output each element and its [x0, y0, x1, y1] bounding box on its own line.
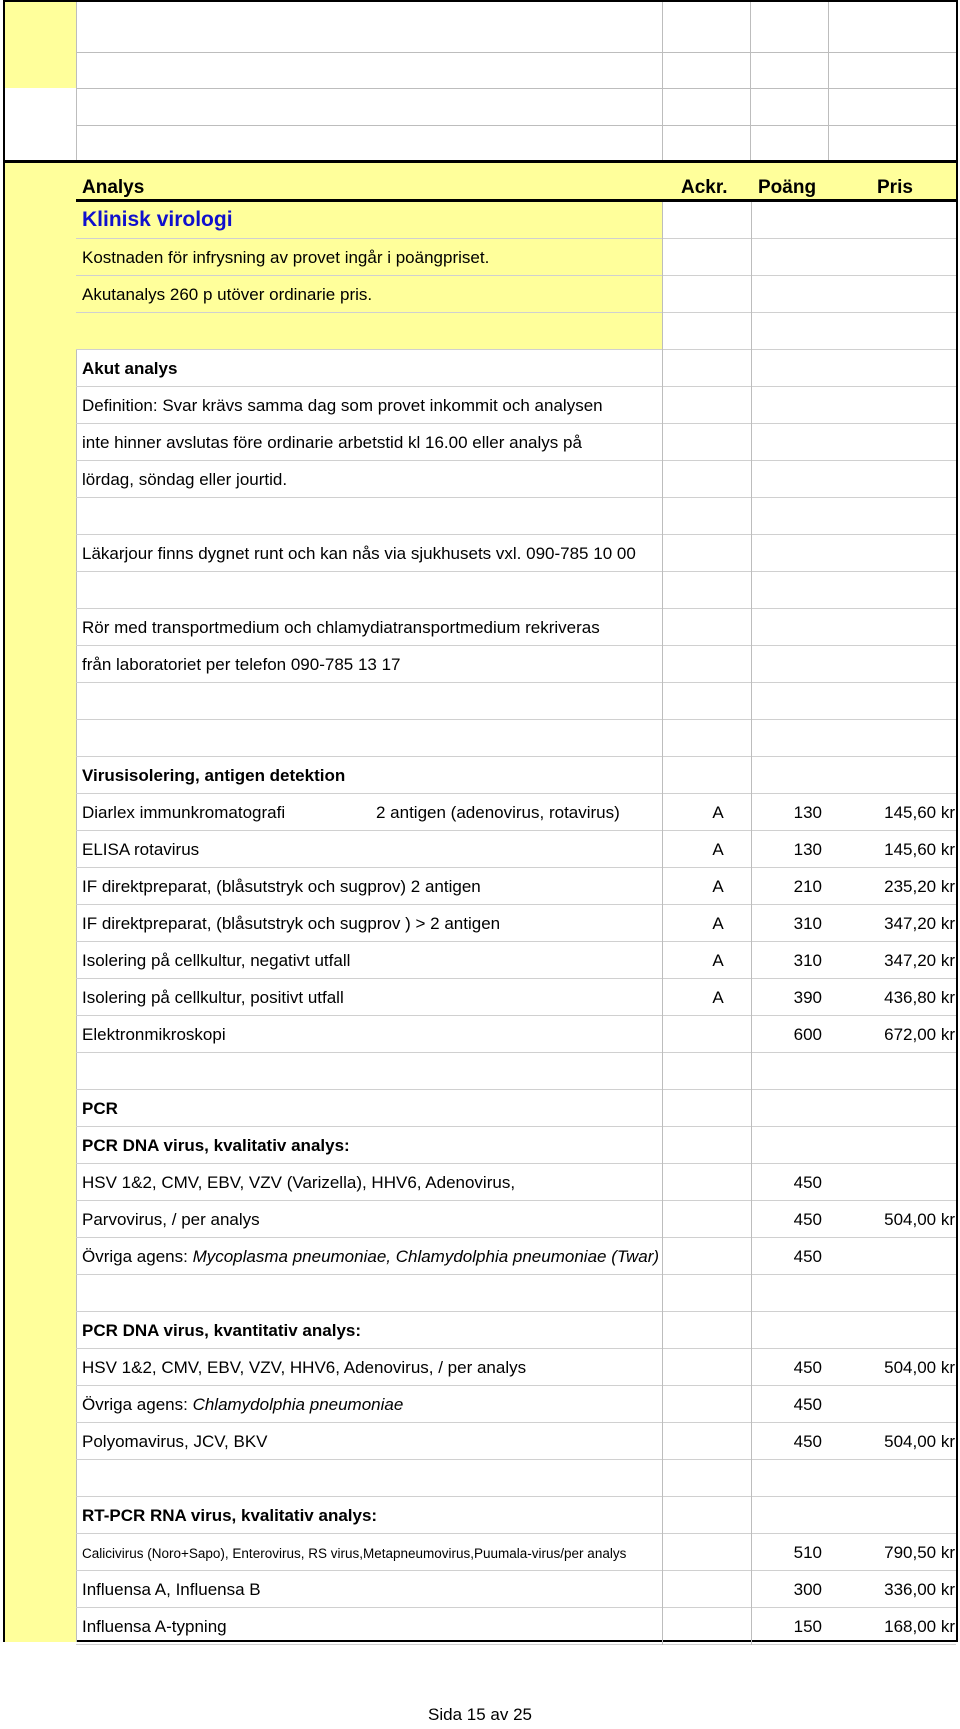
row-poang: 450	[793, 1210, 822, 1229]
grid-line	[662, 202, 663, 757]
row-text: Akut analys	[82, 359, 178, 378]
row-text: PCR DNA virus, kvalitativ analys:	[82, 1136, 350, 1155]
table-row	[76, 572, 956, 609]
row-text: Isolering på cellkultur, positivt utfall	[82, 988, 344, 1007]
row-analys-text	[82, 470, 287, 490]
row-poang: 310	[793, 914, 822, 933]
row-text: Diarlex immunkromatografi	[82, 803, 286, 822]
table-row	[76, 535, 956, 572]
table-row	[76, 1016, 956, 1053]
table-row	[76, 1349, 956, 1386]
table-row	[76, 1127, 956, 1164]
grid-line	[751, 202, 752, 1645]
row-text: Calicivirus (Noro+Sapo), Enterovirus, RS virus,Metapneumovirus,Puumala-virus/per analys	[82, 1546, 627, 1561]
row-text: Rör med transportmedium och chlamydiatransportmedium rekriveras	[82, 618, 600, 637]
row-analys-text	[82, 1432, 268, 1452]
row-analys-text	[82, 1210, 260, 1230]
row-analys-text	[82, 433, 582, 453]
table-row	[76, 942, 956, 979]
row-poang: 130	[793, 803, 822, 822]
table-row	[76, 1164, 956, 1201]
spreadsheet-page	[3, 0, 958, 1642]
row-analys-text	[82, 359, 177, 379]
table-row	[76, 1090, 956, 1127]
empty-row	[76, 2, 956, 53]
table-row	[76, 1386, 956, 1423]
row-analys-text	[82, 396, 603, 416]
row-analys-text	[82, 877, 481, 897]
table-row	[76, 1497, 956, 1534]
row-pris: 347,20 kr	[884, 951, 955, 970]
header-pris: Pris	[877, 177, 913, 198]
row-pris: 347,20 kr	[884, 914, 955, 933]
table-row	[76, 794, 956, 831]
row-text: Influensa A, Influensa B	[82, 1580, 261, 1599]
row-text: Övriga agens:	[82, 1247, 193, 1266]
table-row	[76, 387, 956, 424]
row-text: PCR DNA virus, kvantitativ analys:	[82, 1321, 362, 1340]
row-analys-text	[82, 1546, 626, 1561]
row-text: Klinisk virologi	[82, 208, 233, 231]
table-row	[76, 498, 956, 535]
row-poang: 450	[793, 1173, 822, 1192]
header-ackr: Ackr.	[681, 177, 728, 198]
row-italic-text: Mycoplasma pneumoniae, Chlamydolphia pneumoniae (Twar)	[192, 1247, 660, 1266]
row-poang: 450	[793, 1247, 822, 1266]
row-analys-text	[82, 1136, 350, 1156]
row-text: Definition: Svar krävs samma dag som provet inkommit och analysen	[82, 396, 603, 415]
row-text: Polyomavirus, JCV, BKV	[82, 1432, 268, 1451]
row-pris: 672,00 kr	[884, 1025, 955, 1044]
row-text: Akutanalys 260 p utöver ordinarie pris.	[82, 285, 373, 304]
table-row	[76, 1608, 956, 1645]
row-text: RT-PCR RNA virus, kvalitativ analys:	[82, 1506, 378, 1525]
table-row	[76, 202, 956, 239]
table-row	[76, 1053, 956, 1090]
table-row	[76, 239, 956, 276]
table-row	[76, 905, 956, 942]
table-header	[5, 160, 956, 200]
table-row	[76, 683, 956, 720]
column-a-yellow	[5, 2, 77, 1642]
row-text: IF direktpreparat, (blåsutstryk och sugprov ) > 2 antigen	[82, 914, 501, 933]
row-poang: 300	[793, 1580, 822, 1599]
header-analys: Analys	[82, 177, 145, 198]
row-poang: 390	[793, 988, 822, 1007]
table-row	[76, 313, 956, 350]
row-poang: 450	[793, 1358, 822, 1377]
row-sub-text: 2 antigen (adenovirus, rotavirus)	[376, 803, 620, 822]
empty-row	[76, 52, 956, 89]
empty-row	[76, 125, 956, 161]
row-text: HSV 1&2, CMV, EBV, VZV (Varizella), HHV6, Adenovirus,	[82, 1173, 516, 1192]
empty-cell	[5, 88, 76, 126]
table-row	[76, 1460, 956, 1497]
row-analys-text	[82, 208, 233, 232]
row-pris: 336,00 kr	[884, 1580, 955, 1599]
row-analys-text	[82, 1173, 515, 1193]
table-row	[76, 1423, 956, 1460]
table-row	[76, 461, 956, 498]
table-row	[76, 1534, 956, 1571]
page-number: Sida 15 av 25	[428, 1705, 532, 1724]
header-poang: Poäng	[758, 177, 817, 198]
row-poang: 600	[793, 1025, 822, 1044]
row-analys-text	[82, 840, 199, 860]
row-pris: 504,00 kr	[884, 1358, 955, 1377]
row-pris: 790,50 kr	[884, 1543, 955, 1562]
row-text: Influensa A-typning	[82, 1617, 227, 1636]
row-poang: 450	[793, 1395, 822, 1414]
row-text: lördag, söndag eller jourtid.	[82, 470, 288, 489]
row-analys-text	[82, 1358, 526, 1378]
row-poang: 450	[793, 1432, 822, 1451]
row-poang: 130	[793, 840, 822, 859]
row-poang: 150	[793, 1617, 822, 1636]
row-analys-text	[82, 766, 345, 786]
row-text: ELISA rotavirus	[82, 840, 200, 859]
row-poang: 210	[793, 877, 822, 896]
table-row	[76, 276, 956, 313]
row-poang: 510	[793, 1543, 822, 1562]
row-text: från laboratoriet per telefon 090-785 13 17	[82, 655, 401, 674]
row-text: Isolering på cellkultur, negativt utfall	[82, 951, 351, 970]
row-analys-text	[82, 803, 285, 823]
row-analys-text	[82, 1099, 118, 1119]
table-row	[76, 979, 956, 1016]
row-pris: 235,20 kr	[884, 877, 955, 896]
row-text: Läkarjour finns dygnet runt och kan nås via sjukhusets vxl. 090-785 10 00	[82, 544, 636, 563]
row-ackr: A	[712, 988, 724, 1007]
row-pris: 145,60 kr	[884, 840, 955, 859]
table-row	[76, 757, 956, 794]
empty-cell	[5, 125, 76, 161]
table-row	[76, 646, 956, 683]
row-ackr: A	[712, 877, 724, 896]
row-analys-text	[82, 914, 500, 934]
row-analys-text	[82, 1395, 403, 1415]
row-analys-text	[82, 1617, 227, 1637]
table-row	[76, 720, 956, 757]
row-ackr: A	[712, 914, 724, 933]
table-row	[76, 1201, 956, 1238]
row-poang: 310	[793, 951, 822, 970]
row-analys-text	[82, 1247, 659, 1267]
row-analys-text	[82, 988, 344, 1008]
table-row	[76, 1312, 956, 1349]
row-pris: 504,00 kr	[884, 1210, 955, 1229]
table-row	[76, 350, 956, 387]
row-text: Virusisolering, antigen detektion	[82, 766, 346, 785]
row-analys-text	[82, 544, 636, 564]
row-pris: 168,00 kr	[884, 1617, 955, 1636]
row-pris: 145,60 kr	[884, 803, 955, 822]
row-pris: 504,00 kr	[884, 1432, 955, 1451]
table-row	[76, 1238, 956, 1275]
row-text: IF direktpreparat, (blåsutstryk och sugprov) 2 antigen	[82, 877, 481, 896]
row-analys-text	[82, 951, 350, 971]
row-analys-text	[82, 1321, 361, 1341]
row-ackr: A	[712, 803, 724, 822]
row-text: Övriga agens:	[82, 1395, 193, 1414]
row-analys-text	[82, 618, 600, 638]
row-italic-text: Chlamydolphia pneumoniae	[192, 1395, 404, 1414]
table-row	[76, 424, 956, 461]
row-ackr: A	[712, 840, 724, 859]
row-text: Parvovirus, / per analys	[82, 1210, 260, 1229]
row-pris: 436,80 kr	[884, 988, 955, 1007]
row-text: HSV 1&2, CMV, EBV, VZV, HHV6, Adenovirus, / per analys	[82, 1358, 527, 1377]
table-row	[76, 868, 956, 905]
row-text: PCR	[82, 1099, 118, 1118]
row-analys-text	[82, 285, 372, 305]
row-text: inte hinner avslutas före ordinarie arbetstid kl 16.00 eller analys på	[82, 433, 582, 452]
row-analys-text	[82, 248, 489, 268]
row-ackr: A	[712, 951, 724, 970]
row-text: Elektronmikroskopi	[82, 1025, 226, 1044]
row-analys-text	[82, 655, 401, 675]
row-text: Kostnaden för infrysning av provet ingår i poängpriset.	[82, 248, 490, 267]
table-row	[76, 1275, 956, 1312]
row-analys-text	[82, 1580, 261, 1600]
row-analys-text	[82, 1025, 226, 1045]
table-row	[76, 831, 956, 868]
table-row	[76, 1571, 956, 1608]
table-row	[76, 609, 956, 646]
row-analys-text	[82, 1506, 377, 1526]
empty-row	[76, 88, 956, 126]
